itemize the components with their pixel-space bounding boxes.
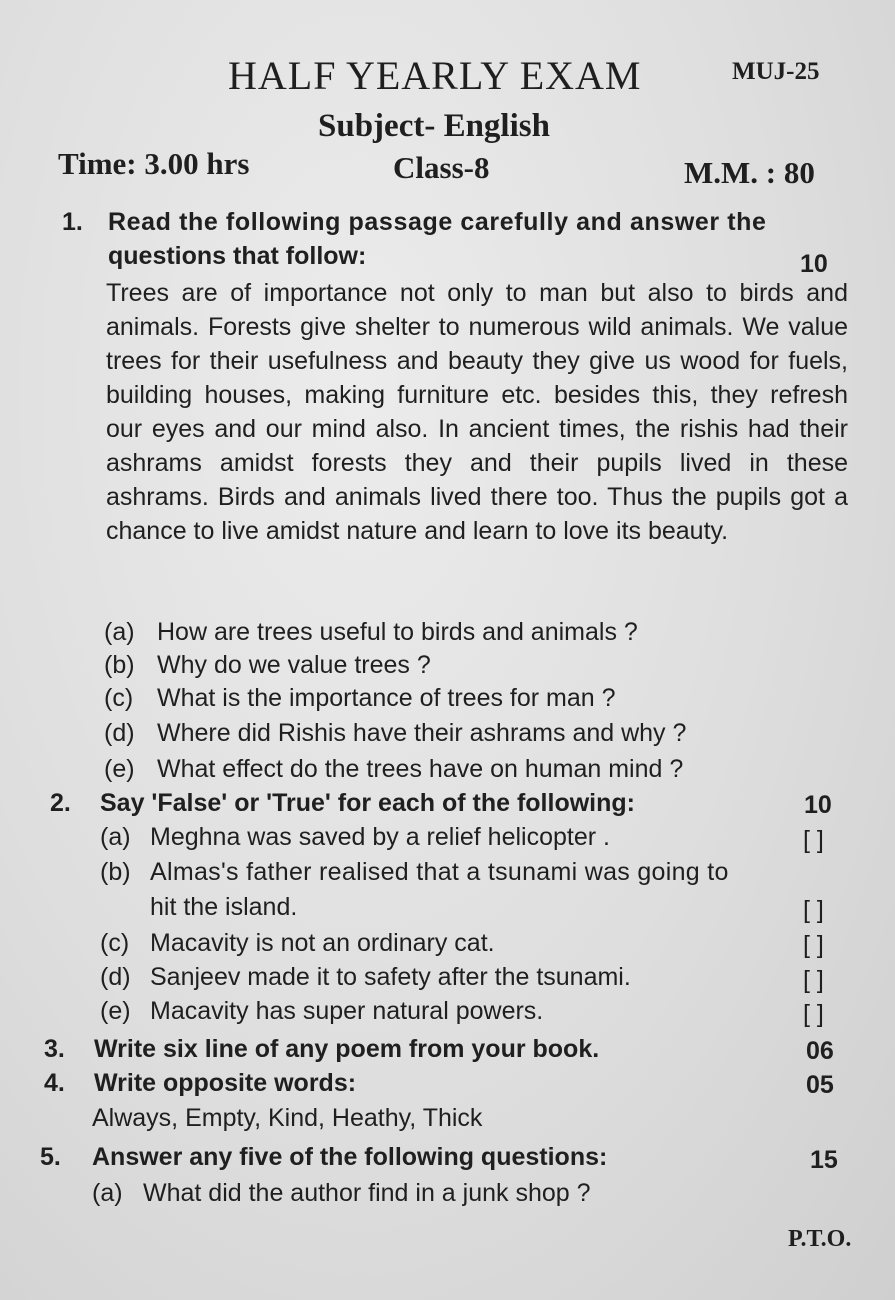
q1-text-line1: Read the following passage carefully and answer the bbox=[108, 208, 767, 236]
q2-answer-bracket-c: [ ] bbox=[803, 931, 824, 959]
q1-marks: 10 bbox=[800, 250, 828, 278]
q3-marks: 06 bbox=[806, 1037, 834, 1065]
subject-line: Subject- English bbox=[318, 108, 550, 144]
q1-sub-label-e: (e) bbox=[104, 755, 135, 783]
q1-text-line2: questions that follow: bbox=[108, 242, 367, 270]
q5-sub-text-a: What did the author find in a junk shop ? bbox=[143, 1179, 591, 1207]
q1-sub-text-d: Where did Rishis have their ashrams and why ? bbox=[157, 719, 687, 747]
q2-answer-bracket-e: [ ] bbox=[803, 1000, 824, 1028]
q2-text: Say 'False' or 'True' for each of the following: bbox=[100, 789, 635, 817]
q2-answer-bracket-b: [ ] bbox=[803, 896, 824, 924]
exam-title: HALF YEARLY EXAM bbox=[228, 53, 642, 98]
q1-sub-label-a: (a) bbox=[104, 618, 135, 646]
q5-number: 5. bbox=[40, 1143, 61, 1171]
q2-sub-text-a: Meghna was saved by a relief helicopter . bbox=[150, 823, 610, 851]
q1-sub-text-a: How are trees useful to birds and animals ? bbox=[157, 618, 638, 646]
q4-marks: 05 bbox=[806, 1071, 834, 1099]
q2-sub-text-b-line2: hit the island. bbox=[150, 893, 298, 921]
q2-sub-text-c: Macavity is not an ordinary cat. bbox=[150, 929, 495, 957]
time-allowed: Time: 3.00 hrs bbox=[58, 146, 250, 181]
q2-sub-label-e: (e) bbox=[100, 997, 131, 1025]
q4-word-list: Always, Empty, Kind, Heathy, Thick bbox=[92, 1104, 483, 1132]
q2-sub-label-c: (c) bbox=[100, 929, 130, 957]
q5-marks: 15 bbox=[810, 1146, 838, 1174]
q4-text: Write opposite words: bbox=[94, 1069, 357, 1097]
class-label: Class-8 bbox=[393, 150, 490, 185]
q2-answer-bracket-a: [ ] bbox=[803, 826, 824, 854]
max-marks: M.M. : 80 bbox=[684, 155, 815, 190]
q2-sub-label-b: (b) bbox=[100, 858, 131, 886]
q2-sub-text-b: Almas's father realised that a tsunami was going to bbox=[150, 858, 729, 886]
q1-sub-text-c: What is the importance of trees for man ? bbox=[157, 684, 616, 712]
q2-marks: 10 bbox=[804, 791, 832, 819]
q1-sub-text-e: What effect do the trees have on human mind ? bbox=[157, 755, 684, 783]
q2-sub-text-e: Macavity has super natural powers. bbox=[150, 997, 544, 1025]
paper-code: MUJ-25 bbox=[732, 58, 820, 85]
q3-number: 3. bbox=[44, 1035, 65, 1063]
q1-sub-label-d: (d) bbox=[104, 719, 135, 747]
q1-sub-label-c: (c) bbox=[104, 684, 134, 712]
q1-number: 1. bbox=[62, 208, 83, 236]
please-turn-over: P.T.O. bbox=[788, 1226, 852, 1252]
q2-answer-bracket-d: [ ] bbox=[803, 966, 824, 994]
q2-number: 2. bbox=[50, 789, 71, 817]
q1-sub-label-b: (b) bbox=[104, 651, 135, 679]
q5-sub-label-a: (a) bbox=[92, 1179, 123, 1207]
q2-sub-label-a: (a) bbox=[100, 823, 131, 851]
q1-sub-text-b: Why do we value trees ? bbox=[157, 651, 431, 679]
q5-text: Answer any five of the following questions: bbox=[92, 1143, 608, 1171]
q3-text: Write six line of any poem from your book. bbox=[94, 1035, 600, 1063]
q2-sub-text-d: Sanjeev made it to safety after the tsunami. bbox=[150, 963, 631, 991]
q1-passage: Trees are of importance not only to man but also to birds and animals. Forests give shelter to numerous wild animals. We value trees for their usefulness and beauty they give us wood for fuels, building houses, making furniture etc. besides this, they refresh our eyes and our mind also. In ancient times, the rishis had their ashrams amidst forests they and their pupils lived in these ashrams. Birds and animals lived there too. Thus the pupils got a chance to live amidst nature and learn to love its beauty. bbox=[106, 279, 848, 545]
q2-sub-label-d: (d) bbox=[100, 963, 131, 991]
q4-number: 4. bbox=[44, 1069, 65, 1097]
